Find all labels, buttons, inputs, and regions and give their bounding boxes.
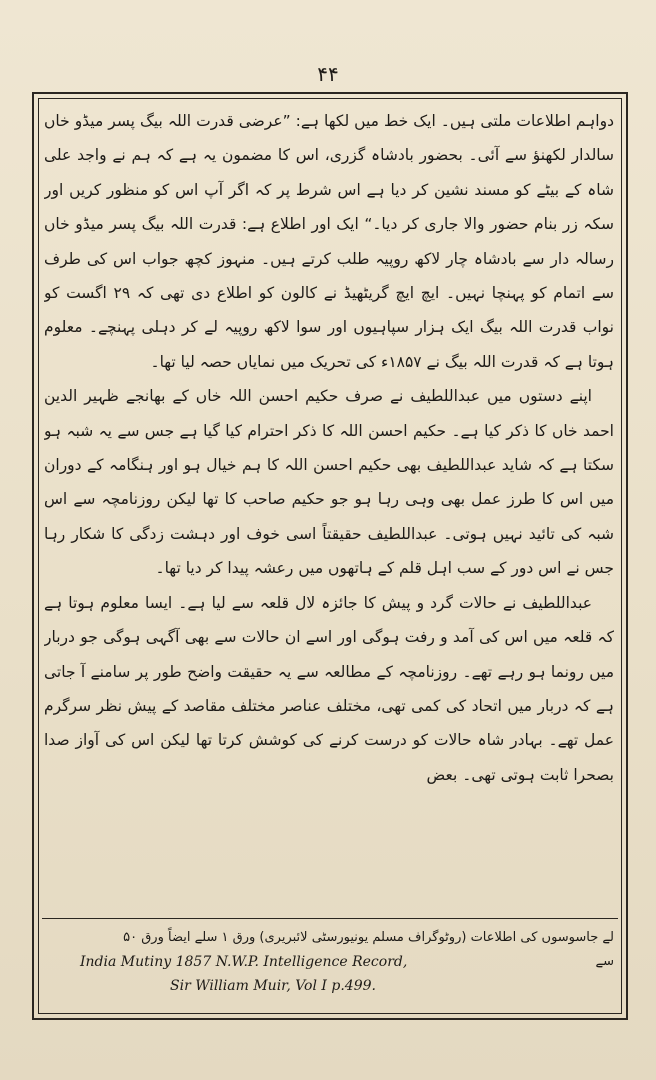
paragraph-1: دواہم اطلاعات ملتی ہیں۔ ایک خط میں لکھا ہے: ”عرضی قدرت اللہ بیگ پسر میڈو خاں سالدار لکھنؤ سے آئی۔ بحضور بادشاہ گزری، اس کا مضمون یہ ہے کہ ہم نے واجد علی شاہ کے بیٹے کو مسند نشین کر دیا ہے اس شرط پر کہ اگر آپ اس کو منظور کریں اور سکہ زر بنام حضور والا جاری کر دیا۔“ ایک اور اطلاع ہے: قدرت اللہ بیگ پسر میڈو خاں رسالہ دار سے بادشاہ چار لاکھ روپیہ طلب کرتے ہیں۔ منہوز کچھ جواب اس کی طرف سے اتمام کو پہنچا نہیں۔ ایچ ایچ گریٹھیڈ نے کالون کو اطلاع دی تھی کہ ۲۹ اگست کو نواب قدرت اللہ بیگ ایک ہزار سپاہیوں اور سوا لاکھ روپیہ لے کر دہلی پہنچے۔ معلوم ہوتا ہے کہ قدرت اللہ بیگ نے ۱۸۵۷ء کی تحریک میں نمایاں حصہ لیا تھا۔: [44, 112, 614, 371]
paragraph-3: عبداللطیف نے حالات گرد و پیش کا جائزہ لال قلعہ سے لیا ہے۔ ایسا معلوم ہوتا ہے کہ قلعہ میں اس کی آمد و رفت ہوگی اور اسے ان حالات سے بھی آگہی ہوگی جو دربار میں رونما ہو رہے تھے۔ روزنامچہ کے مطالعہ سے یہ حقیقت واضح طور پر سامنے آ جاتی ہے کہ دربار میں اتحاد کی کمی تھی، مختلف عناصر مختلف مقاصد کے پیش نظر سرگرم عمل تھے۔ بہادر شاہ حالات کو درست کرنے کی کوشش کرتا تھا لیکن اس کی آواز صدا بصحرا ثابت ہوتی تھی۔ بعض: [44, 593, 614, 784]
footnote-urdu: لے جاسوسوں کی اطلاعات (روٹوگراف مسلم یونیورسٹی لائبریری) ورق ۱ سلے ایضاً ورق ۵۰: [123, 930, 614, 945]
paragraph-2: اپنے دستوں میں عبداللطیف نے صرف حکیم احسن اللہ خاں کے بھانجے ظہیر الدین احمد خاں کا ذکر کیا ہے۔ حکیم احسن اللہ کا ذکر احترام کیا گیا ہے جس سے یہ شبہ ہو سکتا ہے کہ شاید عبداللطیف بھی حکیم احسن اللہ کا ہم خیال ہو اور ہنگامہ کے دوران میں اس کا طرز عمل بھی وہی رہا ہو جو حکیم صاحب کا تھا لیکن روزنامچہ سے اس شبہ کی تائید نہیں ہوتی۔ عبداللطیف حقیقتاً اسی خوف اور دہشت زدگی کا شکار رہا جس نے اس دور کے سب اہل قلم کے ہاتھوں میں رعشہ پیدا کر دیا تھا۔: [44, 387, 614, 578]
footnote-latin-2: Sir William Muir, Vol I p.499.: [170, 978, 376, 994]
footnote-marker: سے: [595, 954, 614, 969]
body-text: [44, 104, 614, 912]
page-number: ۴۴: [317, 62, 339, 86]
footnote-latin-1: India Mutiny 1857 N.W.P. Intelligence Record,: [80, 954, 408, 970]
footnotes: [58, 926, 614, 998]
footnote-divider: [42, 918, 618, 919]
